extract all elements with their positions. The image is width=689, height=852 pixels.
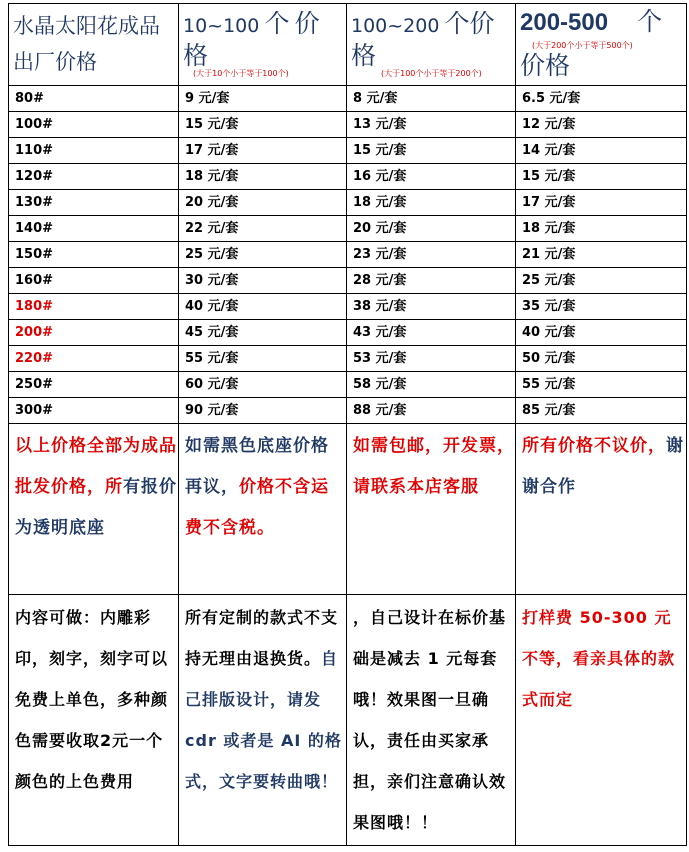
note-shipping	[347, 424, 516, 595]
header-tier-3	[516, 4, 687, 86]
tier-1-price: 9 元/套	[179, 86, 347, 112]
size-cell: 80#	[9, 86, 179, 112]
note-shipping-text: 如需包邮，开发票，请联系本店客服	[353, 436, 515, 497]
tier-1-price: 90 元/套	[179, 398, 347, 424]
tier-2-price: 38 元/套	[347, 294, 516, 320]
table-row	[9, 164, 687, 190]
table-row	[9, 138, 687, 164]
size-cell: 140#	[9, 216, 179, 242]
tier-2-note: (大于100个小于等于200个)	[381, 69, 482, 78]
tier-3-price: 55 元/套	[516, 372, 687, 398]
size-cell: 250#	[9, 372, 179, 398]
tier-2-price: 23 元/套	[347, 242, 516, 268]
notes-row-1	[9, 424, 687, 595]
header-tier-1	[179, 4, 347, 86]
table-row	[9, 372, 687, 398]
tier-3-price: 35 元/套	[516, 294, 687, 320]
table-row	[9, 294, 687, 320]
note-pricing-basis-blue: 有报价为透明底座	[15, 477, 177, 538]
size-cell: 200#	[9, 320, 179, 346]
tier-3-tail: 价格	[520, 51, 571, 80]
tier-3-price: 15 元/套	[516, 164, 687, 190]
tier-1-tail: 格	[183, 41, 209, 70]
tier-1-price: 22 元/套	[179, 216, 347, 242]
note-custom-policy-b: 自己排版设计，请发 cdr 或者是 AI 的格式，文字要转曲哦！	[185, 649, 342, 791]
tier-3-unit: 个	[637, 7, 663, 36]
tier-1-price: 30 元/套	[179, 268, 347, 294]
tier-2-unit: 个价	[444, 9, 495, 38]
tier-3-price: 18 元/套	[516, 216, 687, 242]
note-custom-policy	[179, 595, 347, 846]
tier-2-tail: 格	[351, 41, 377, 70]
tier-3-range: 200-500	[520, 9, 609, 36]
price-table	[8, 3, 687, 846]
note-self-design	[347, 595, 516, 846]
tier-1-unit-b: 价	[294, 9, 320, 38]
note-pricing-basis-red: 以上价格全部为成品批发价格，所	[15, 436, 177, 497]
note-no-bargain	[516, 424, 687, 595]
tier-2-price: 13 元/套	[347, 112, 516, 138]
table-row	[9, 320, 687, 346]
tier-1-price: 17 元/套	[179, 138, 347, 164]
note-custom-policy-a: 所有定制的款式不支持无理由退换货。	[185, 608, 339, 668]
tier-3-price: 12 元/套	[516, 112, 687, 138]
table-row	[9, 216, 687, 242]
size-cell: 110#	[9, 138, 179, 164]
size-cell: 100#	[9, 112, 179, 138]
table-row	[9, 86, 687, 112]
tier-2-price: 58 元/套	[347, 372, 516, 398]
tier-3-price: 14 元/套	[516, 138, 687, 164]
table-row	[9, 346, 687, 372]
tier-1-price: 18 元/套	[179, 164, 347, 190]
tier-2-range: 100~200	[351, 15, 440, 37]
size-cell: 300#	[9, 398, 179, 424]
table-row	[9, 268, 687, 294]
tier-1-note: (大于10个小于等于100个)	[193, 69, 289, 78]
tier-2-price: 43 元/套	[347, 320, 516, 346]
tier-3-price: 40 元/套	[516, 320, 687, 346]
tier-2-price: 28 元/套	[347, 268, 516, 294]
tier-1-price: 45 元/套	[179, 320, 347, 346]
note-self-design-text: ，自己设计在标价基础是减去 1 元每套哦！效果图一旦确认，责任由买家承担，亲们注意确认效果图哦！！	[353, 608, 507, 832]
tier-1-range: 10~100	[183, 15, 260, 37]
tier-1-unit-a: 个	[264, 9, 290, 38]
tier-1-price: 15 元/套	[179, 112, 347, 138]
tier-1-price: 55 元/套	[179, 346, 347, 372]
table-row	[9, 190, 687, 216]
note-content-options	[9, 595, 179, 846]
header-product	[9, 4, 179, 86]
tier-2-price: 18 元/套	[347, 190, 516, 216]
size-cell: 120#	[9, 164, 179, 190]
note-no-bargain-red: 所有价格不议价，	[522, 436, 666, 456]
tier-2-price: 88 元/套	[347, 398, 516, 424]
tier-3-note: (大于200个小于等于500个)	[532, 41, 633, 50]
size-cell: 160#	[9, 268, 179, 294]
tier-3-price: 17 元/套	[516, 190, 687, 216]
table-row	[9, 398, 687, 424]
size-cell: 150#	[9, 242, 179, 268]
note-sample-fee	[516, 595, 687, 846]
tier-1-price: 20 元/套	[179, 190, 347, 216]
note-black-base-tail: 运费不含税。	[185, 477, 329, 538]
size-cell: 220#	[9, 346, 179, 372]
note-no-bargain-blue: 谢谢合作	[522, 436, 684, 497]
note-content-options-text: 内容可做：内雕彩印，刻字，刻字可以免费上单色，多种颜色需要收取2元一个颜色的上色费用	[15, 608, 169, 791]
table-row	[9, 242, 687, 268]
header-row	[9, 4, 687, 86]
tier-3-price: 25 元/套	[516, 268, 687, 294]
tier-2-price: 20 元/套	[347, 216, 516, 242]
tier-2-price: 8 元/套	[347, 86, 516, 112]
note-sample-fee-text: 打样费 50-300 元不等，看亲具体的款式而定	[522, 608, 676, 709]
tier-3-price: 6.5 元/套	[516, 86, 687, 112]
note-black-base-red: 价格不含	[239, 477, 311, 497]
tier-3-price: 21 元/套	[516, 242, 687, 268]
tier-2-price: 53 元/套	[347, 346, 516, 372]
tier-1-price: 40 元/套	[179, 294, 347, 320]
tier-2-price: 16 元/套	[347, 164, 516, 190]
size-cell: 130#	[9, 190, 179, 216]
size-cell: 180#	[9, 294, 179, 320]
note-pricing-basis	[9, 424, 179, 595]
note-black-base	[179, 424, 347, 595]
tier-3-price: 85 元/套	[516, 398, 687, 424]
tier-3-price: 50 元/套	[516, 346, 687, 372]
notes-row-2	[9, 595, 687, 846]
tier-2-price: 15 元/套	[347, 138, 516, 164]
note-black-base-blue: 如需黑色底座价格再议，	[185, 436, 329, 497]
tier-1-price: 25 元/套	[179, 242, 347, 268]
table-row	[9, 112, 687, 138]
header-product-title: 水晶太阳花成品出厂价格	[13, 14, 160, 74]
header-tier-2	[347, 4, 516, 86]
tier-1-price: 60 元/套	[179, 372, 347, 398]
